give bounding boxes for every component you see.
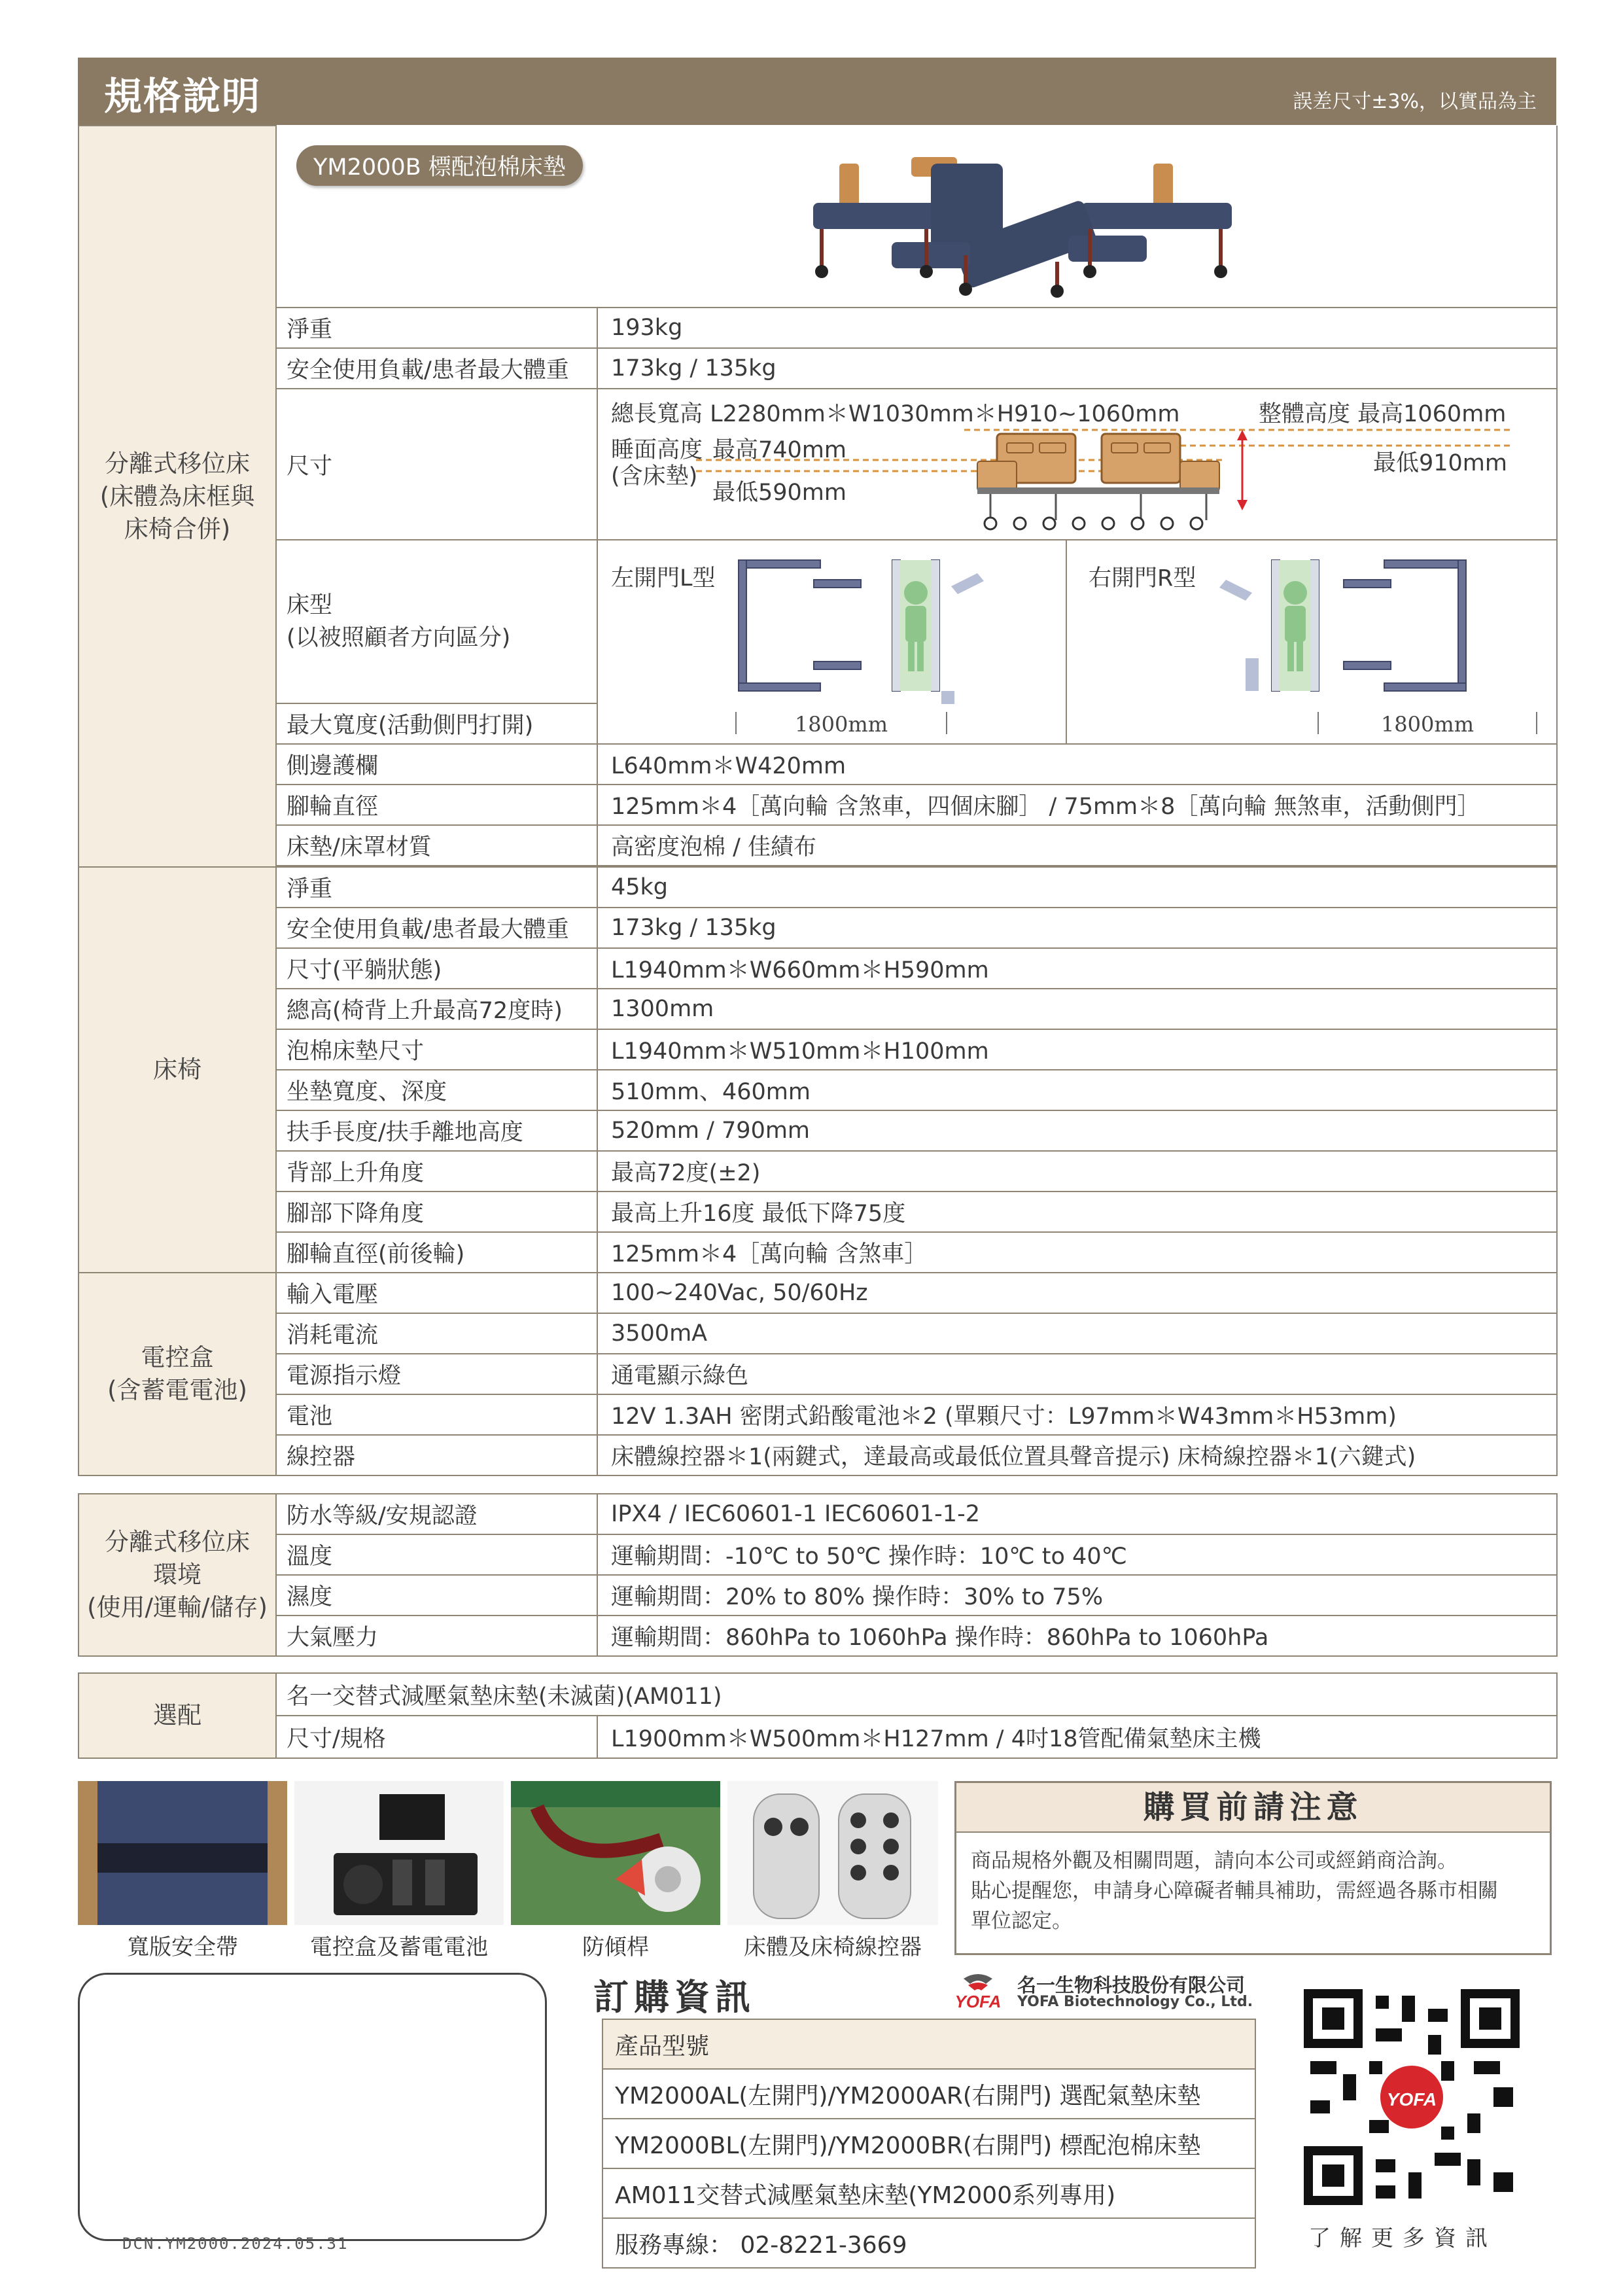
- category-options: 選配: [79, 1673, 276, 1758]
- caption-control-box: 電控盒及蓄電電池: [310, 1934, 488, 1960]
- spec-label: 坐墊寬度、深度: [276, 1070, 597, 1110]
- spec-label: 淨重: [276, 308, 597, 348]
- spec-value: 床體線控器＊1(兩鍵式，達最高或最低位置具聲音提示) 床椅線控器＊1(六鍵式): [597, 1435, 1557, 1475]
- spec-label: 腳輪直徑: [276, 785, 597, 825]
- spec-label: 最大寬度(活動側門打開): [276, 703, 597, 744]
- left-type-label: 左開門L型: [611, 565, 716, 592]
- photo-hand-controllers: [727, 1781, 938, 1925]
- spec-value: 高密度泡棉 / 佳績布: [597, 825, 1557, 866]
- dimension-left: 1800mm: [735, 712, 947, 734]
- spec-label: 泡棉床墊尺寸: [276, 1029, 597, 1070]
- spec-label: 腳輪直徑(前後輪): [276, 1232, 597, 1273]
- spec-label: 防水等級/安規認證: [276, 1494, 597, 1534]
- spec-label: 大氣壓力: [276, 1616, 597, 1656]
- category-control-box: 電控盒 (含蓄電電池): [79, 1273, 276, 1475]
- spec-label: 側邊護欄: [276, 744, 597, 785]
- notice-line: 商品規格外觀及相關問題，請向本公司或經銷商洽詢。: [971, 1849, 1457, 1873]
- qr-code: [1304, 1989, 1520, 2205]
- spec-label: 輸入電壓: [276, 1273, 597, 1313]
- spec-value: 510mm、460mm: [597, 1070, 1557, 1110]
- company-name-cn: 名一生物科技股份有限公司: [1017, 1974, 1246, 1996]
- spec-label-size: 尺寸: [276, 389, 597, 540]
- spec-label: 背部上升角度: [276, 1151, 597, 1192]
- spec-header-bar: [78, 58, 1556, 125]
- document-code: DCN.YM2000.2024.05.31: [122, 2234, 349, 2253]
- spec-value: 運輸期間：860hPa to 1060hPa 操作時：860hPa to 1060hPa: [597, 1616, 1557, 1656]
- dealer-stamp-box: [78, 1973, 547, 2241]
- spec-value: 12V 1.3AH 密閉式鉛酸電池＊2 (單顆尺寸：L97mm＊W43mm＊H53mm): [597, 1394, 1557, 1435]
- order-row: AM011交替式減壓氣墊床墊(YM2000系列專用): [602, 2168, 1255, 2218]
- spec-label: 濕度: [276, 1575, 597, 1616]
- notice-line: 貼心提醒您，申請身心障礙者輔具補助，需經過各縣市相關: [971, 1879, 1498, 1903]
- spec-label: 電池: [276, 1394, 597, 1435]
- spec-value: 193kg: [597, 308, 1557, 348]
- spec-label: 尺寸/規格: [276, 1716, 597, 1758]
- spec-value: L1940mm＊W660mm＊H590mm: [597, 948, 1557, 989]
- qr-caption: 了解更多資訊: [1308, 2225, 1497, 2252]
- spec-table-main: [78, 125, 1558, 1476]
- spec-value: 173kg / 135kg: [597, 348, 1557, 389]
- option-name: 名一交替式減壓氣墊床墊(未滅菌)(AM011): [276, 1673, 1557, 1716]
- caption-anti-tip: 防傾桿: [582, 1934, 649, 1960]
- category-environment: 分離式移位床 環境 (使用/運輸/儲存): [79, 1494, 276, 1656]
- spec-value: 125mm＊4［萬向輪 含煞車，四個床腳］ / 75mm＊8［萬向輪 無煞車，活動側門］: [597, 785, 1557, 825]
- photo-control-box: [294, 1781, 504, 1925]
- spec-value: 125mm＊4［萬向輪 含煞車］: [597, 1232, 1557, 1273]
- tolerance-note: 誤差尺寸±3%，以實品為主: [1293, 90, 1537, 113]
- spec-label: 淨重: [276, 867, 597, 908]
- caption-safety-belt: 寬版安全帶: [127, 1934, 238, 1960]
- order-row-header: 產品型號: [602, 2019, 1255, 2069]
- logo-text: YOFA: [954, 1992, 1002, 2009]
- spec-value: 最高上升16度 最低下降75度: [597, 1192, 1557, 1232]
- size-overall: 總長寬高 L2280mm＊W1030mm＊H910~1060mm: [611, 401, 1180, 427]
- spec-value: 173kg / 135kg: [597, 908, 1557, 948]
- order-title: 訂購資訊: [593, 1977, 756, 2018]
- spec-label: 安全使用負載/患者最大體重: [276, 348, 597, 389]
- bed-side-diagram: [598, 389, 1558, 539]
- sleep-height-max: 最高740mm: [712, 437, 846, 463]
- category-split-bed: 分離式移位床 (床體為床框與 床椅合併): [79, 126, 276, 867]
- category-chair: 床椅: [79, 867, 276, 1273]
- spec-value: 運輸期間：-10℃ to 50℃ 操作時：10℃ to 40℃: [597, 1534, 1557, 1575]
- spec-label: 線控器: [276, 1435, 597, 1475]
- order-row: YM2000BL(左開門)/YM2000BR(右開門) 標配泡棉床墊: [602, 2119, 1255, 2168]
- photo-safety-belt: [78, 1781, 287, 1925]
- spec-label: 尺寸(平躺狀態): [276, 948, 597, 989]
- qr-logo-text: YOFA: [1386, 2089, 1437, 2110]
- notice-line: 單位認定。: [971, 1909, 1072, 1933]
- company-name-en: YOFA Biotechnology Co., Ltd.: [1017, 1994, 1253, 2010]
- spec-label: 溫度: [276, 1534, 597, 1575]
- bedtype-diagrams: [598, 540, 1558, 704]
- spec-label-bedtype: [276, 540, 597, 703]
- order-row: YM2000AL(左開門)/YM2000AR(右開門) 選配氣墊床墊: [602, 2069, 1255, 2119]
- spec-value: 通電顯示綠色: [597, 1354, 1557, 1394]
- spec-label: 床墊/床罩材質: [276, 825, 597, 866]
- spec-value: 1300mm: [597, 989, 1557, 1029]
- bedtype-label: 床型: [287, 592, 333, 618]
- product-badge: YM2000B 標配泡棉床墊: [296, 145, 583, 186]
- caption-hand-controllers: 床體及床椅線控器: [744, 1934, 922, 1960]
- right-type-label: 右開門R型: [1089, 565, 1196, 592]
- spec-value: 100~240Vac, 50/60Hz: [597, 1273, 1557, 1313]
- spec-value: 運輸期間：20% to 80% 操作時：30% to 75%: [597, 1575, 1557, 1616]
- spec-label: 電源指示燈: [276, 1354, 597, 1394]
- sleep-height-min: 最低590mm: [712, 480, 846, 506]
- spec-value: IPX4 / IEC60601-1 IEC60601-1-2: [597, 1494, 1557, 1534]
- photo-anti-tip: [511, 1781, 720, 1925]
- spec-value: L1940mm＊W510mm＊H100mm: [597, 1029, 1557, 1070]
- order-info-table: [602, 2019, 1256, 2269]
- spec-value: 520mm / 790mm: [597, 1110, 1557, 1151]
- spec-value: 45kg: [597, 867, 1557, 908]
- sleep-height-label: 睡面高度: [611, 437, 703, 463]
- spec-label: 消耗電流: [276, 1313, 597, 1354]
- spec-label: 安全使用負載/患者最大體重: [276, 908, 597, 948]
- spec-value: L1900mm＊W500mm＊H127mm / 4吋18管配備氣墊床主機: [597, 1716, 1557, 1758]
- bedtype-sub: (以被照顧者方向區分): [287, 625, 511, 651]
- spec-value: 最高72度(±2): [597, 1151, 1557, 1192]
- spec-value: L640mm＊W420mm: [597, 744, 1557, 785]
- size-diagram-cell: [597, 389, 1557, 540]
- sleep-height-label2: (含床墊): [611, 463, 698, 489]
- spec-table-environment: [78, 1493, 1558, 1657]
- spec-label: 總高(椅背上升最高72度時): [276, 989, 597, 1029]
- page-title: 規格說明: [104, 74, 262, 118]
- size-overall-low: 最低910mm: [1373, 450, 1507, 476]
- spec-value: 3500mA: [597, 1313, 1557, 1354]
- product-image-cell: [276, 126, 1557, 308]
- notice-title: 購買前請注意: [956, 1783, 1550, 1833]
- size-overall-high: 整體高度 最高1060mm: [1259, 401, 1507, 427]
- bed-product-image: [800, 137, 1258, 298]
- order-row-hotline: 服務專線： 02-8221-3669: [602, 2218, 1255, 2268]
- yofa-logo: [945, 1971, 1011, 2009]
- spec-label: 扶手長度/扶手離地高度: [276, 1110, 597, 1151]
- options-table: [78, 1672, 1558, 1759]
- bedtype-diagram-cell: [597, 540, 1557, 744]
- purchase-notice: [954, 1781, 1552, 1955]
- spec-label: 腳部下降角度: [276, 1192, 597, 1232]
- dimension-right: 1800mm: [1318, 712, 1537, 734]
